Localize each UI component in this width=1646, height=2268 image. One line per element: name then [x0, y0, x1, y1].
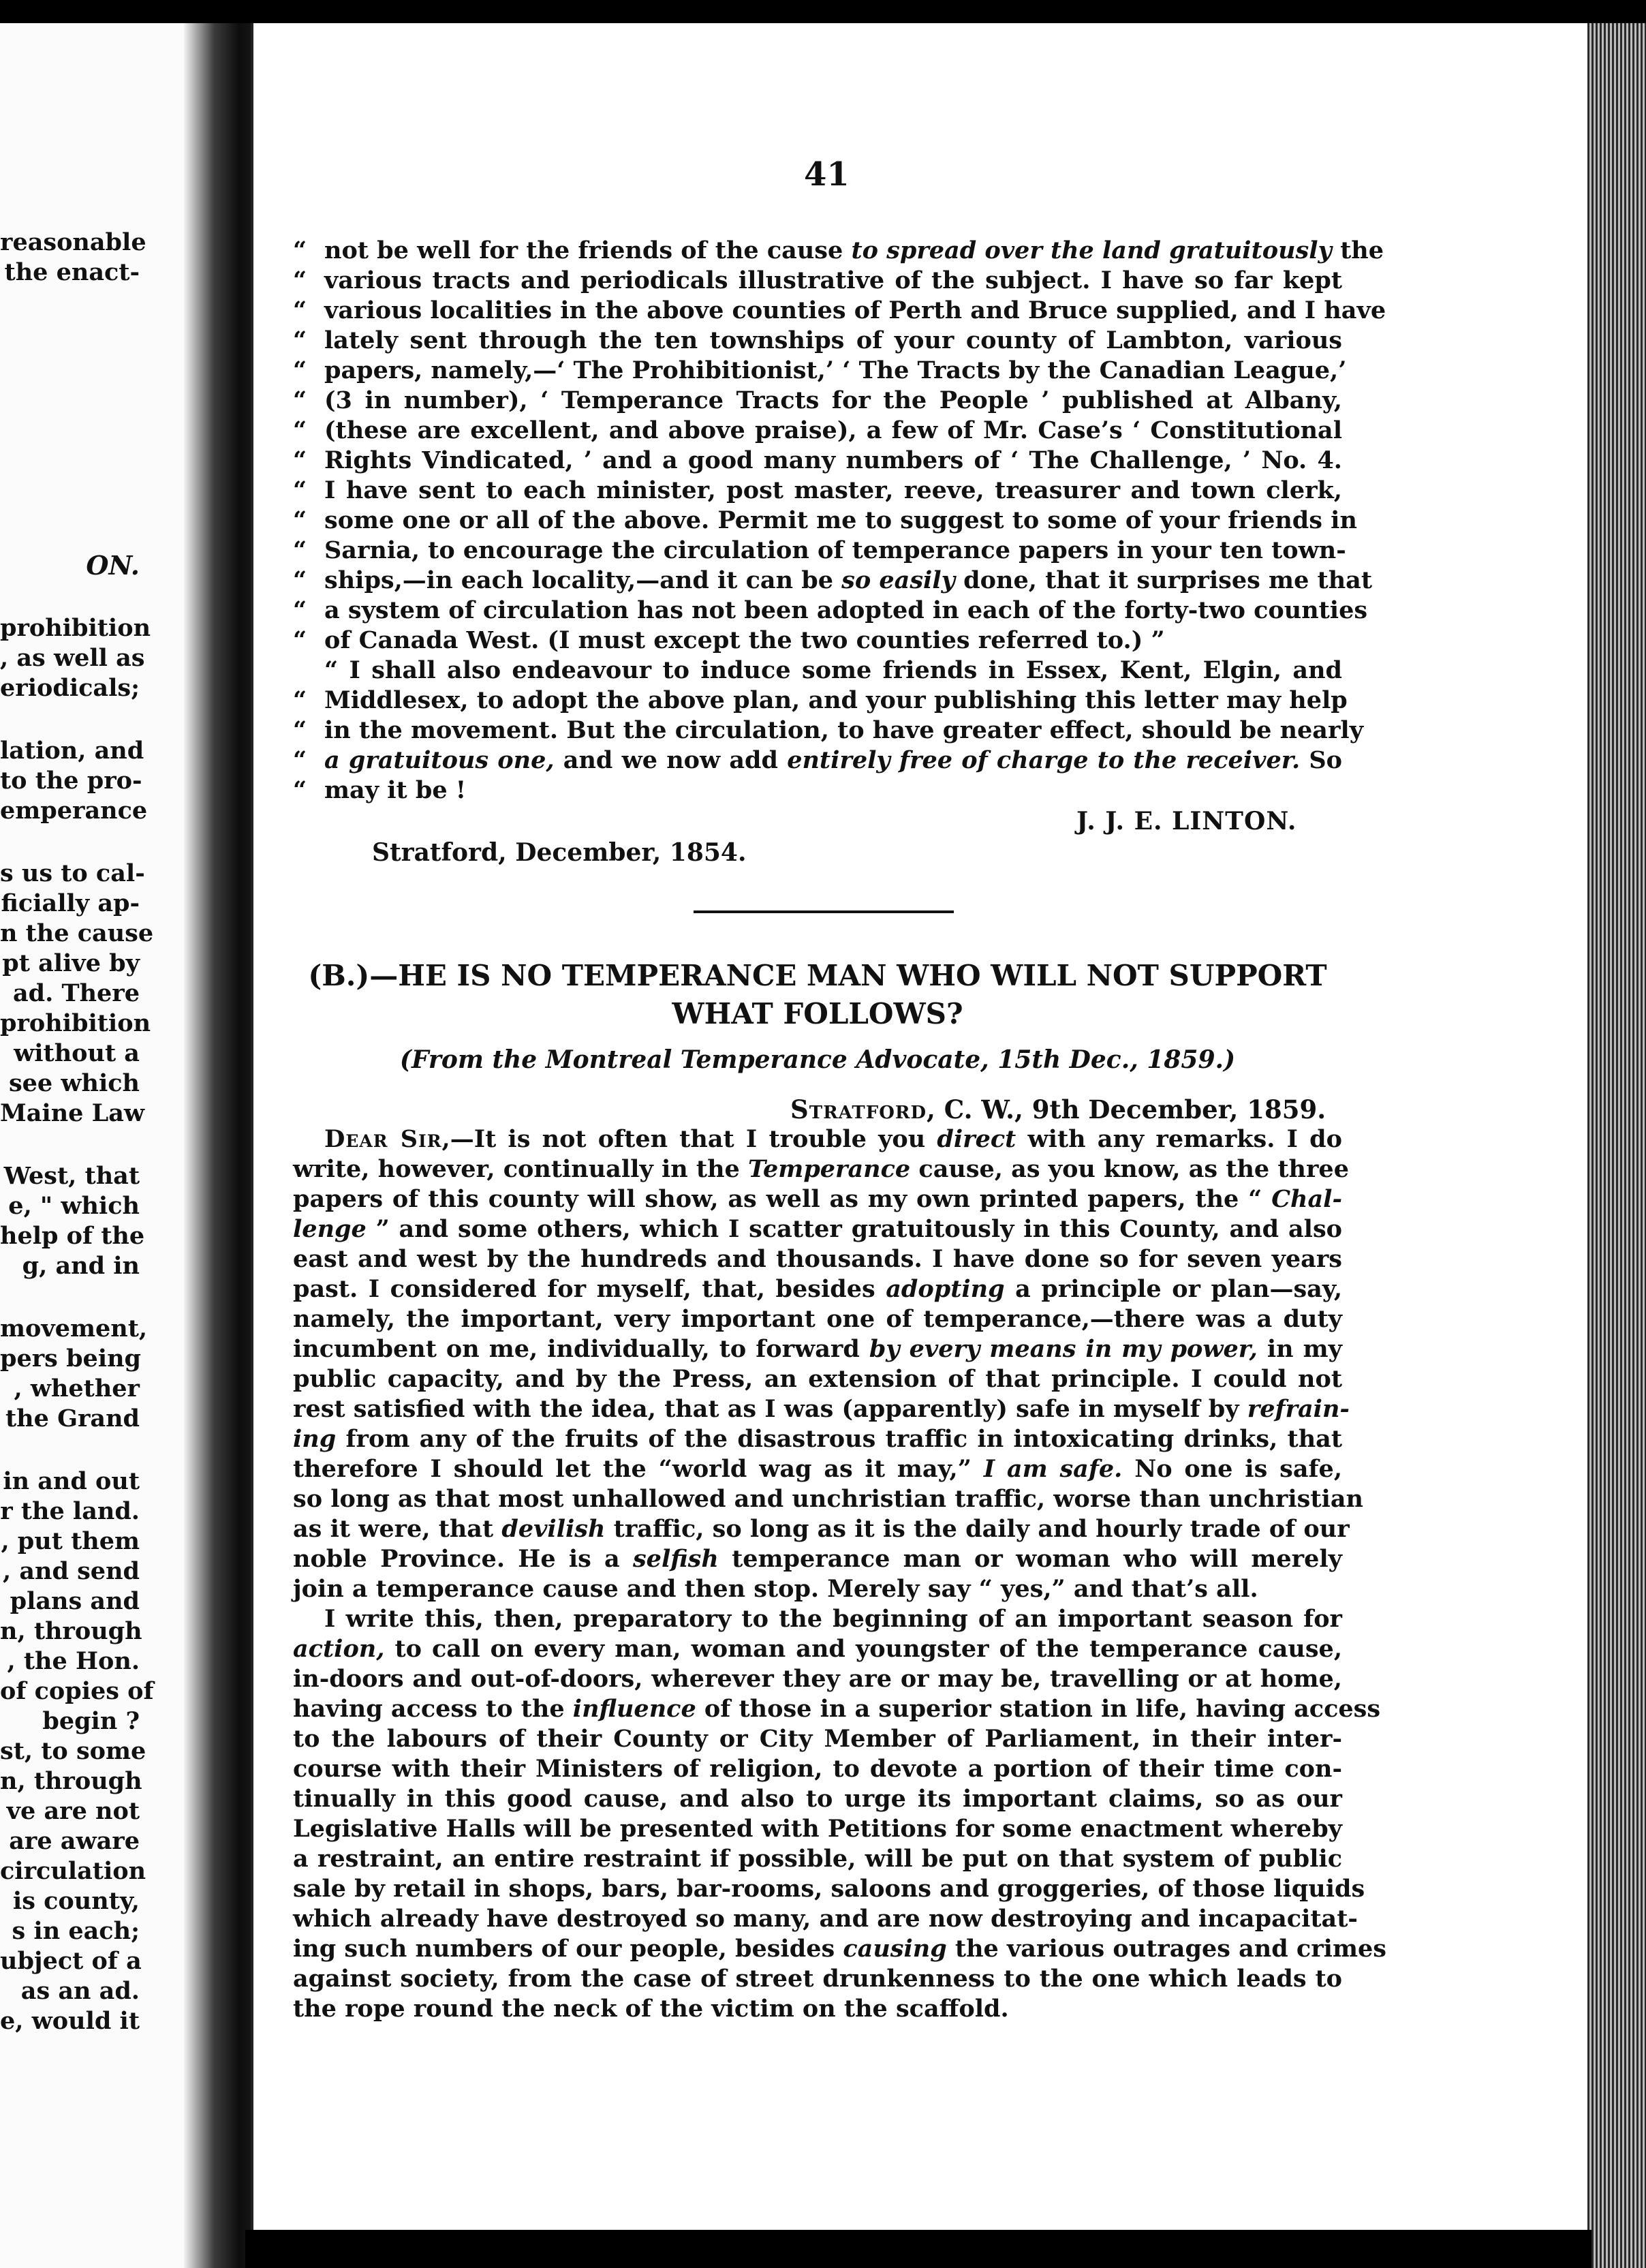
quote-mark: “	[293, 536, 307, 564]
text-segment: noble Province. He is a	[293, 1545, 633, 1573]
facing-page-fragment: st, to some	[0, 1737, 146, 1765]
text-segment: course with their Ministers of religion, to devote a portion of their time con-	[293, 1755, 1342, 1783]
text-segment: join a temperance cause and then stop. Merely say “ yes,” and that’s all.	[293, 1575, 1258, 1603]
text-line	[293, 1274, 1342, 1304]
facing-page-fragment: , as well as	[0, 644, 145, 672]
facing-page-fragment: lation, and	[0, 737, 144, 765]
text-segment: papers of this county will show, as well as my own printed papers, the “	[293, 1185, 1272, 1213]
text-segment: lately sent through the ten townships of your county of Lambton, various	[324, 326, 1342, 354]
heading-line-1: (B.)—HE IS NO TEMPERANCE MAN WHO WILL NOT SUPPORT	[308, 959, 1327, 992]
text-segment: public capacity, and by the Press, an extension of that principle. I could not	[293, 1365, 1342, 1393]
text-segment: with any remarks. I do	[1016, 1125, 1342, 1153]
scan-bottom-border	[245, 2230, 1591, 2268]
text-segment: rest satisfied with the idea, that as I was (apparently) safe in myself by	[293, 1395, 1247, 1423]
section-heading	[293, 957, 1342, 1033]
italic-text: ing	[293, 1425, 337, 1453]
facing-page-fragment: begin ?	[42, 1707, 140, 1735]
facing-page-fragment: pt alive by	[2, 949, 140, 977]
text-segment: cause, as you know, as the three	[910, 1155, 1349, 1183]
italic-text: Chal-	[1271, 1185, 1342, 1213]
italic-text: entirely free of charge to the receiver.	[787, 746, 1301, 774]
text-segment: not be well for the friends of the cause	[324, 236, 852, 264]
text-segment: to call on every man, woman and youngster of the temperance cause,	[384, 1635, 1342, 1663]
text-line	[293, 1574, 1342, 1604]
italic-text: refrain-	[1247, 1395, 1350, 1423]
facing-page-fragment: r the land.	[0, 1497, 140, 1525]
facing-page-fragment: pers being	[0, 1345, 142, 1373]
italic-text: by every means in my power,	[869, 1335, 1258, 1363]
facing-page-fragment: the Grand	[5, 1405, 140, 1432]
text-segment: Rights Vindicated, ’ and a good many numbers of ‘ The Challenge, ’ No. 4.	[324, 446, 1342, 474]
text-segment: ,—It is not often that I trouble you	[441, 1125, 937, 1153]
place-and-date	[790, 1094, 1326, 1124]
quote-mark: “	[293, 686, 307, 714]
text-segment: (these are excellent, and above praise), a few of Mr. Case’s ‘ Constitutional	[324, 416, 1342, 444]
quote-mark: “	[293, 716, 307, 744]
facing-page-fragment: ad. There	[13, 979, 140, 1007]
text-line	[293, 626, 1342, 656]
italic-text: to spread over the land gratuitously	[851, 236, 1332, 264]
facing-page-fragment: without a	[14, 1039, 140, 1067]
facing-page-fragment: circulation	[0, 1857, 146, 1885]
text-segment: in the movement. But the circulation, to have greater effect, should be nearly	[324, 716, 1364, 744]
text-line	[293, 326, 1342, 356]
text-line	[293, 356, 1347, 386]
facing-page-fragment: is county,	[12, 1887, 140, 1915]
text-line	[293, 1874, 1365, 1904]
quote-mark: “	[293, 596, 307, 624]
facing-page-fragment: ON.	[86, 550, 140, 581]
text-segment: some one or all of the above. Permit me to suggest to some of your friends in	[324, 506, 1357, 534]
text-segment: various tracts and periodicals illustrative of the subject. I have so far kept	[324, 266, 1342, 294]
text-line	[293, 1334, 1342, 1364]
text-segment: So	[1300, 746, 1342, 774]
facing-page-fragment: emperance	[0, 797, 148, 825]
italic-text: so easily	[841, 566, 955, 594]
italic-text: influence	[572, 1695, 696, 1723]
section-divider	[694, 910, 954, 913]
facing-page-fragment: ubject of a	[0, 1947, 142, 1975]
text-segment: ing such numbers of our people, besides	[293, 1935, 843, 1963]
text-segment: east and west by the hundreds and thousands. I have done so for seven years	[293, 1245, 1342, 1273]
text-segment: namely, the important, very important one of temperance,—there was a duty	[293, 1305, 1342, 1333]
text-line	[293, 1304, 1342, 1334]
facing-page-fragment: help of the	[0, 1222, 145, 1250]
italic-text: direct	[937, 1125, 1016, 1153]
text-segment: “ I shall also endeavour to induce some friends in Essex, Kent, Elgin, and	[324, 656, 1342, 684]
italic-text: selfish	[632, 1545, 719, 1573]
text-line	[293, 1814, 1342, 1844]
facing-page-fragment: of copies of	[0, 1677, 154, 1705]
text-line	[293, 1424, 1342, 1454]
text-line	[293, 1784, 1342, 1814]
text-line	[293, 1724, 1342, 1754]
text-line	[293, 236, 1384, 266]
text-line	[293, 716, 1364, 746]
text-segment: ships,—in each locality,—and it can be	[324, 566, 842, 594]
text-line	[293, 416, 1342, 446]
quote-mark: “	[293, 506, 307, 534]
text-segment: the various outrages and crimes	[946, 1935, 1386, 1963]
italic-text: action,	[293, 1635, 385, 1663]
text-segment: and we now add	[554, 746, 788, 774]
signature: J. J. E. LINTON.	[1076, 807, 1297, 836]
quote-mark: “	[293, 626, 307, 654]
text-line	[293, 686, 1348, 716]
italic-text: lenge	[293, 1215, 367, 1243]
text-segment: Legislative Halls will be presented with Petitions for some enactment whereby	[293, 1815, 1342, 1843]
quote-mark: “	[293, 356, 307, 384]
facing-page-fragment: prohibition	[0, 614, 151, 642]
text-line	[293, 536, 1346, 566]
text-line	[293, 1484, 1363, 1514]
facing-page-fragment: g, and in	[22, 1252, 140, 1280]
text-segment: temperance man or woman who will merely	[718, 1545, 1342, 1573]
facing-page-fragment: reasonable	[0, 228, 146, 256]
text-segment: sale by retail in shops, bars, bar-rooms, saloons and groggeries, of those liquids	[293, 1875, 1365, 1903]
facing-page-fragment: , and send	[2, 1557, 140, 1585]
text-line	[293, 1124, 1342, 1154]
text-line	[293, 1394, 1350, 1424]
quote-mark: “	[293, 566, 307, 594]
quote-mark: “	[293, 326, 307, 354]
text-segment: traffic, so long as it is the daily and hourly trade of our	[605, 1515, 1350, 1543]
text-line	[293, 1664, 1342, 1694]
text-segment: of Canada West. (I must except the two counties referred to.) ”	[324, 626, 1165, 654]
text-segment: to the labours of their County or City Member of Parliament, in their inter-	[293, 1725, 1342, 1753]
text-segment: I have sent to each minister, post master, reeve, treasurer and town clerk,	[324, 476, 1342, 504]
text-line	[293, 446, 1342, 476]
facing-page-fragment: as an ad.	[20, 1977, 140, 2005]
facing-page-fragment: , the Hon.	[7, 1647, 140, 1675]
facing-page-fragment: , whether	[14, 1375, 140, 1403]
text-segment: ” and some others, which I scatter gratuitously in this County, and also	[366, 1215, 1342, 1243]
facing-page-fragment: West, that	[3, 1162, 140, 1190]
scan-top-border	[0, 0, 1646, 23]
quote-mark: “	[293, 746, 307, 774]
text-segment: having access to the	[293, 1695, 573, 1723]
place-name: Stratford	[790, 1094, 927, 1124]
facing-page-fragment: the enact-	[4, 258, 140, 286]
text-line	[293, 1754, 1342, 1784]
italic-text: causing	[843, 1935, 947, 1963]
text-line	[293, 506, 1357, 536]
text-segment: Dear Sir	[324, 1125, 442, 1153]
facing-page-fragment: are aware	[9, 1827, 140, 1855]
text-line	[293, 566, 1372, 596]
quote-mark: “	[293, 266, 307, 294]
text-segment: done, that it surprises me that	[955, 566, 1372, 594]
facing-page-fragment: movement,	[0, 1315, 148, 1343]
text-segment: may it be !	[324, 776, 467, 804]
text-line	[293, 1934, 1386, 1964]
text-line	[293, 1184, 1342, 1214]
italic-text: a gratuitous one,	[324, 746, 555, 774]
facing-page-fragment: e, would it	[0, 2007, 140, 2035]
facing-page-left	[0, 0, 204, 2268]
text-segment: a principle or plan—say,	[1004, 1275, 1342, 1303]
text-segment: incumbent on me, individually, to forward	[293, 1335, 869, 1363]
text-line	[293, 596, 1368, 626]
page-edge-stack	[1587, 20, 1646, 2268]
italic-text: Temperance	[747, 1155, 911, 1183]
dateline: Stratford, December, 1854.	[372, 838, 747, 867]
text-segment: I write this, then, preparatory to the beginning of an important season for	[324, 1605, 1342, 1633]
text-line	[293, 776, 1342, 806]
quote-mark: “	[293, 476, 307, 504]
text-line	[293, 1544, 1342, 1574]
text-segment: therefore I should let the “world wag as it may,”	[293, 1455, 984, 1483]
text-segment: of those in a superior station in life, having access	[696, 1695, 1381, 1723]
text-segment: a system of circulation has not been adopted in each of the forty-two counties	[324, 596, 1368, 624]
letter-one-text	[293, 236, 1386, 806]
text-line	[293, 1694, 1381, 1724]
text-segment: No one is safe,	[1122, 1455, 1343, 1483]
facing-page-fragment: s in each;	[12, 1917, 140, 1945]
text-line	[293, 1994, 1342, 2024]
text-segment: in my	[1257, 1335, 1342, 1363]
letter-two-text	[293, 1124, 1386, 2024]
italic-text: adopting	[886, 1275, 1005, 1303]
facing-page-fragment: eriodicals;	[0, 674, 140, 702]
text-line	[293, 746, 1342, 776]
text-segment: Sarnia, to encourage the circulation of temperance papers in your ten town-	[324, 536, 1346, 564]
text-line	[293, 1604, 1342, 1634]
text-line	[293, 1904, 1358, 1934]
facing-page-fragment: e, " which	[8, 1192, 140, 1220]
text-segment: past. I considered for myself, that, besides	[293, 1275, 886, 1303]
text-segment: in-doors and out-of-doors, wherever they are or may be, travelling or at home,	[293, 1665, 1342, 1693]
facing-page-fragment: ve are not	[6, 1797, 140, 1825]
text-line	[293, 386, 1342, 416]
text-line	[293, 1154, 1349, 1184]
text-line	[293, 266, 1342, 296]
quote-mark: “	[293, 416, 307, 444]
italic-text: devilish	[501, 1515, 606, 1543]
text-segment: write, however, continually in the	[293, 1155, 748, 1183]
quote-mark: “	[293, 296, 307, 324]
page-number: 41	[804, 155, 850, 194]
quote-mark: “	[293, 446, 307, 474]
text-line	[293, 1844, 1342, 1874]
text-line	[293, 656, 1342, 686]
text-segment: so long as that most unhallowed and unchristian traffic, worse than unchristian	[293, 1485, 1363, 1513]
text-segment: the	[1331, 236, 1384, 264]
text-segment: a restraint, an entire restraint if possible, will be put on that system of public	[293, 1845, 1342, 1873]
text-line	[293, 296, 1386, 326]
facing-page-fragment: Maine Law	[0, 1099, 145, 1127]
quote-mark: “	[293, 776, 307, 804]
text-segment: against society, from the case of street drunkenness to the one which leads to	[293, 1965, 1342, 1993]
text-line	[293, 476, 1342, 506]
text-segment: Middlesex, to adopt the above plan, and your publishing this letter may help	[324, 686, 1348, 714]
facing-page-fragment: s us to cal-	[0, 859, 145, 887]
facing-page-fragment: prohibition	[0, 1009, 151, 1037]
italic-text: I am safe.	[983, 1455, 1123, 1483]
text-segment: (3 in number), ‘ Temperance Tracts for the People ’ published at Albany,	[324, 386, 1342, 414]
text-segment: as it were, that	[293, 1515, 502, 1543]
text-line	[293, 1454, 1342, 1484]
quote-mark: “	[293, 386, 307, 414]
facing-page-fragment: in and out	[3, 1467, 140, 1495]
text-line	[293, 1244, 1342, 1274]
place-date-rest: , C. W., 9th December, 1859.	[927, 1094, 1326, 1124]
text-segment: the rope round the neck of the victim on the scaffold.	[293, 1995, 1009, 2023]
quote-mark: “	[293, 236, 307, 264]
text-segment: papers, namely,—‘ The Prohibitionist,’ ‘ The Tracts by the Canadian League,’	[324, 356, 1347, 384]
facing-page-fragment: plans and	[10, 1587, 140, 1615]
facing-page-fragment: n the cause	[0, 919, 154, 947]
text-line	[293, 1364, 1342, 1394]
heading-line-2: WHAT FOLLOWS?	[672, 997, 963, 1030]
text-segment: which already have destroyed so many, and are now destroying and incapacitat-	[293, 1905, 1358, 1933]
facing-page-fragment: n, through	[0, 1767, 142, 1795]
facing-page-fragment: ficially ap-	[1, 889, 140, 917]
text-line	[293, 1964, 1342, 1994]
facing-page-fragment: , put them	[1, 1527, 140, 1555]
text-line	[293, 1214, 1342, 1244]
source-citation: (From the Montreal Temperance Advocate, 15th Dec., 1859.)	[399, 1045, 1236, 1074]
text-segment: from any of the fruits of the disastrous traffic in intoxicating drinks, that	[336, 1425, 1342, 1453]
text-segment: tinually in this good cause, and also to urge its important claims, so as our	[293, 1785, 1342, 1813]
facing-page-fragment: see which	[8, 1069, 140, 1097]
text-line	[293, 1514, 1350, 1544]
text-line	[293, 1634, 1342, 1664]
text-segment: various localities in the above counties of Perth and Bruce supplied, and I have	[324, 296, 1386, 324]
facing-page-fragment: to the pro-	[0, 767, 142, 795]
facing-page-fragment: n, through	[0, 1617, 142, 1645]
